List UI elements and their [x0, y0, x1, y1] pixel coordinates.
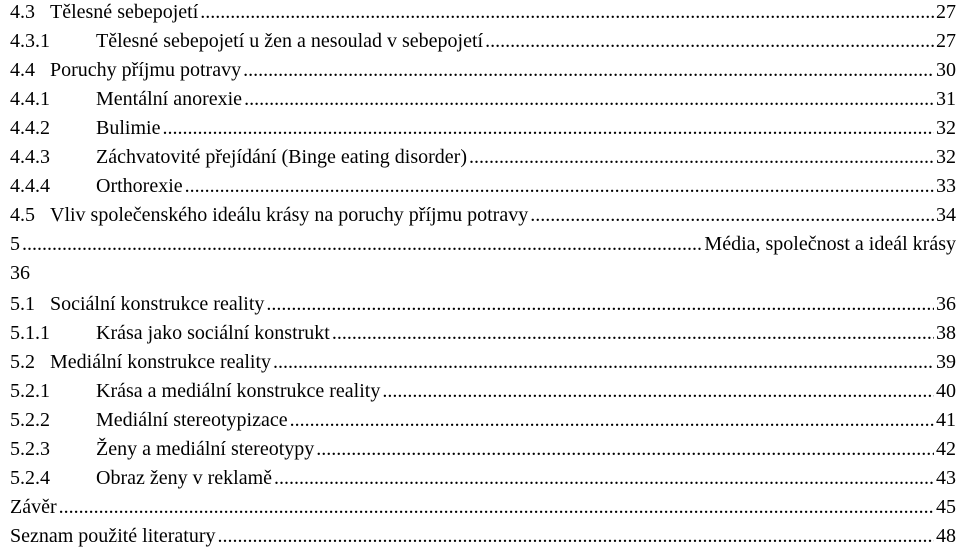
dot-leader	[274, 464, 934, 492]
toc-page-number: 32	[936, 146, 956, 168]
toc-page-number: 27	[936, 30, 956, 52]
toc-entry[interactable]	[10, 27, 956, 55]
dot-leader	[332, 319, 934, 347]
toc-entry[interactable]	[10, 493, 956, 521]
toc-page-number: 36	[936, 293, 956, 315]
toc-title: Tělesné sebepojetí	[50, 1, 199, 23]
toc-entry[interactable]	[10, 0, 956, 26]
toc-number: 5.2.4	[10, 467, 50, 489]
toc-entry[interactable]	[10, 522, 956, 550]
dot-leader	[530, 201, 934, 229]
dot-leader	[244, 85, 934, 113]
toc-title: Média, společnost a ideál krásy	[704, 233, 956, 255]
toc-entry[interactable]	[10, 201, 956, 229]
toc-entry[interactable]	[10, 85, 956, 113]
dot-leader	[382, 377, 934, 405]
dot-leader	[469, 143, 934, 171]
toc-page-number: 27	[936, 1, 956, 23]
toc-title: Mediální konstrukce reality	[50, 351, 272, 373]
toc-number: 5.2.1	[10, 380, 50, 402]
toc-entry[interactable]	[10, 114, 956, 142]
toc-entry[interactable]	[10, 435, 956, 463]
toc-page-number: 36	[10, 262, 30, 284]
dot-leader	[162, 114, 934, 142]
toc-number: 4.4.1	[10, 88, 50, 110]
toc-page-number: 43	[936, 467, 956, 489]
toc-page-number: 30	[936, 59, 956, 81]
toc-title: Orthorexie	[96, 175, 183, 197]
dot-leader	[59, 493, 934, 521]
toc-number: 4.5	[10, 204, 35, 226]
toc-title: Mediální stereotypizace	[96, 409, 288, 431]
toc-page-number: 34	[936, 204, 956, 226]
toc-number: 5.2	[10, 351, 35, 373]
toc-title: Obraz ženy v reklamě	[96, 467, 273, 489]
toc-entry[interactable]	[10, 377, 956, 405]
toc-title: Sociální konstrukce reality	[50, 293, 265, 315]
toc-page-number: 39	[936, 351, 956, 373]
toc-page-number: 31	[936, 88, 956, 110]
toc-page-number: 41	[936, 409, 956, 431]
toc-title: Tělesné sebepojetí u žen a nesoulad v sebepojetí	[96, 30, 484, 52]
toc-page-number: 32	[936, 117, 956, 139]
toc-entry[interactable]	[10, 172, 956, 200]
toc-number: 4.4.4	[10, 175, 50, 197]
toc-title: Poruchy příjmu potravy	[50, 59, 242, 81]
dot-leader	[243, 56, 934, 84]
dot-leader	[485, 27, 934, 55]
dot-leader	[200, 0, 934, 26]
toc-entry[interactable]	[10, 406, 956, 434]
toc-title: Seznam použité literatury	[10, 525, 216, 547]
dot-leader	[273, 348, 934, 376]
toc-page-number: 38	[936, 322, 956, 344]
toc-entry-wrap	[10, 259, 956, 287]
toc-number: 5.2.3	[10, 438, 50, 460]
toc-number: 4.4.3	[10, 146, 50, 168]
dot-leader	[316, 435, 934, 463]
toc-page-number: 48	[936, 525, 956, 547]
toc-entry[interactable]	[10, 290, 956, 318]
toc-title: Ženy a mediální stereotypy	[96, 438, 315, 460]
dot-leader	[290, 406, 934, 434]
toc-number: 5.1	[10, 293, 35, 315]
toc-page-number: 42	[936, 438, 956, 460]
toc-page-number: 40	[936, 380, 956, 402]
toc-title: Vliv společenského ideálu krásy na poruchy příjmu potravy	[50, 204, 529, 226]
toc-title: Mentální anorexie	[96, 88, 243, 110]
toc-number: 4.4	[10, 59, 35, 81]
toc-number: 5.1.1	[10, 322, 50, 344]
toc-entry[interactable]	[10, 143, 956, 171]
toc-entry[interactable]	[10, 56, 956, 84]
dot-leader	[217, 522, 934, 550]
toc-number: 5.2.2	[10, 409, 50, 431]
toc-number: 5	[10, 233, 20, 255]
toc-number: 4.3.1	[10, 30, 50, 52]
toc-page-number: 45	[936, 496, 956, 518]
toc-entry[interactable]	[10, 348, 956, 376]
toc-entry[interactable]	[10, 319, 956, 347]
toc-title: Krása jako sociální konstrukt	[96, 322, 330, 344]
toc-title: Krása a mediální konstrukce reality	[96, 380, 381, 402]
dot-leader	[22, 230, 702, 258]
toc-number: 4.3	[10, 1, 35, 23]
dot-leader	[185, 172, 934, 200]
toc-entry[interactable]	[10, 464, 956, 492]
dot-leader	[266, 290, 934, 318]
toc-number: 4.4.2	[10, 117, 50, 139]
toc-title: Bulimie	[96, 117, 161, 139]
toc-title: Záchvatovité přejídání (Binge eating disorder)	[96, 146, 467, 168]
toc-page-number: 33	[936, 175, 956, 197]
toc-title: Závěr	[10, 496, 57, 518]
toc-entry[interactable]	[10, 230, 956, 258]
